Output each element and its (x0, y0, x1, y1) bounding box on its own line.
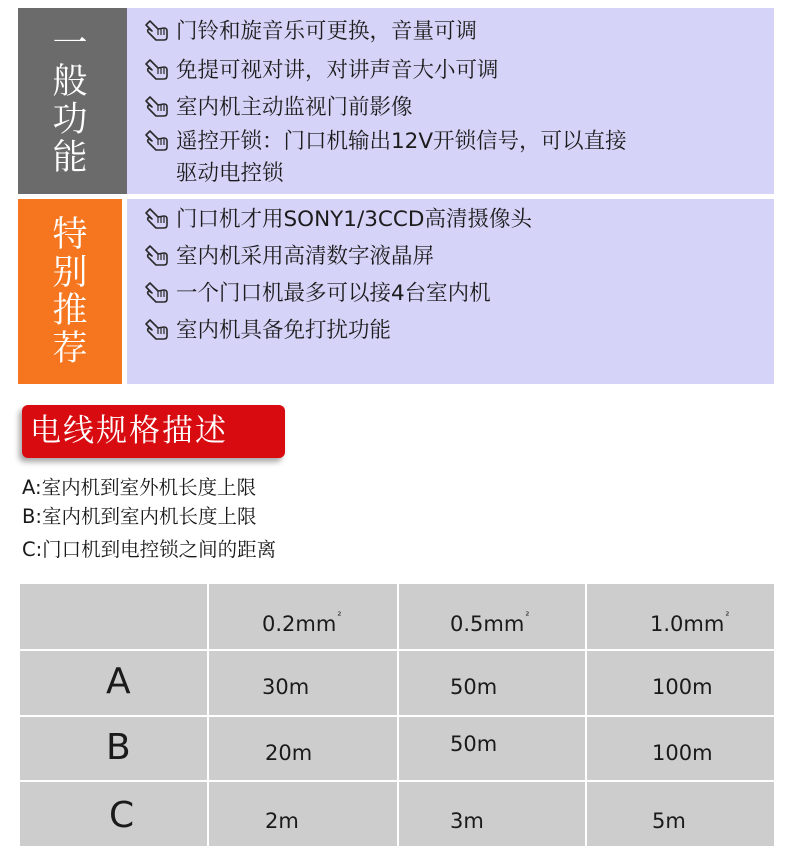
feature-text: 遥控开锁：门口机输出12V开锁信号，可以直接 (176, 129, 627, 154)
label-char: 般 (52, 62, 88, 102)
pointing-hand-icon (144, 129, 170, 153)
note-b: B:室内机到室内机长度上限 (22, 505, 257, 528)
pointing-hand-icon (144, 19, 170, 43)
table-cell: 50m (450, 732, 498, 756)
recommended-panel (18, 199, 774, 384)
row-label-b: B (106, 727, 131, 768)
feature-text: 门铃和旋音乐可更换，音量可调 (176, 19, 478, 44)
feature-text: 室内机主动监视门前影像 (176, 95, 413, 120)
wire-spec-banner (22, 405, 285, 458)
label-char: 荐 (52, 328, 88, 369)
label-char: 能 (52, 138, 88, 178)
pointing-hand-icon (144, 58, 170, 82)
recommended-label (18, 199, 122, 384)
pointing-hand-icon (144, 318, 170, 342)
row-label-a: A (106, 661, 131, 702)
table-cell: 30m (262, 675, 310, 699)
table-cell: 5m (652, 809, 686, 833)
feature-text: 驱动电控锁 (176, 161, 284, 186)
feature-text: 室内机具备免打扰功能 (176, 318, 392, 343)
feature-item (144, 241, 760, 272)
note-a: A:室内机到室外机长度上限 (22, 476, 257, 499)
feature-item (144, 55, 760, 86)
feature-text: 门口机才用SONY1/3CCD高清摄像头 (176, 207, 532, 232)
feature-item (144, 204, 760, 235)
label-char: 特 (52, 214, 88, 255)
feature-text: 室内机采用高清数字液晶屏 (176, 244, 435, 269)
feature-item (144, 278, 760, 309)
general-functions-list (127, 8, 774, 194)
table-cell: 100m (652, 675, 713, 699)
table-header-cell: $0.5mm^{^2}$ (450, 611, 530, 636)
label-char: 推 (52, 290, 88, 331)
feature-item (144, 16, 760, 47)
general-functions-panel (18, 8, 774, 194)
pointing-hand-icon (144, 281, 170, 305)
table-cell: 20m (265, 741, 313, 765)
feature-item (144, 92, 760, 123)
row-label-c: C (109, 795, 135, 836)
table-header-cell: $0.2mm^{^2}$ (262, 611, 342, 636)
label-char: 别 (52, 252, 88, 293)
table-header-cell: $1.0mm^{^2}$ (650, 611, 730, 636)
label-char: 一 (52, 24, 88, 64)
pointing-hand-icon (144, 95, 170, 119)
feature-item (144, 315, 760, 346)
pointing-hand-icon (144, 207, 170, 231)
table-cell: 3m (450, 809, 484, 833)
label-char: 功 (52, 100, 88, 140)
section-title: 电线规格描述 (30, 413, 228, 449)
wire-spec-table (20, 584, 774, 846)
table-cell: 50m (450, 675, 498, 699)
recommended-list (127, 199, 774, 384)
feature-text: 一个门口机最多可以接4台室内机 (176, 281, 491, 306)
note-c: C:门口机到电控锁之间的距离 (22, 538, 277, 561)
feature-text: 免提可视对讲，对讲声音大小可调 (176, 58, 499, 83)
feature-item (144, 126, 760, 157)
feature-item-continuation (144, 158, 760, 189)
table-cell: 2m (265, 809, 299, 833)
general-functions-label (18, 8, 122, 194)
table-cell: 100m (652, 741, 713, 765)
pointing-hand-icon (144, 244, 170, 268)
